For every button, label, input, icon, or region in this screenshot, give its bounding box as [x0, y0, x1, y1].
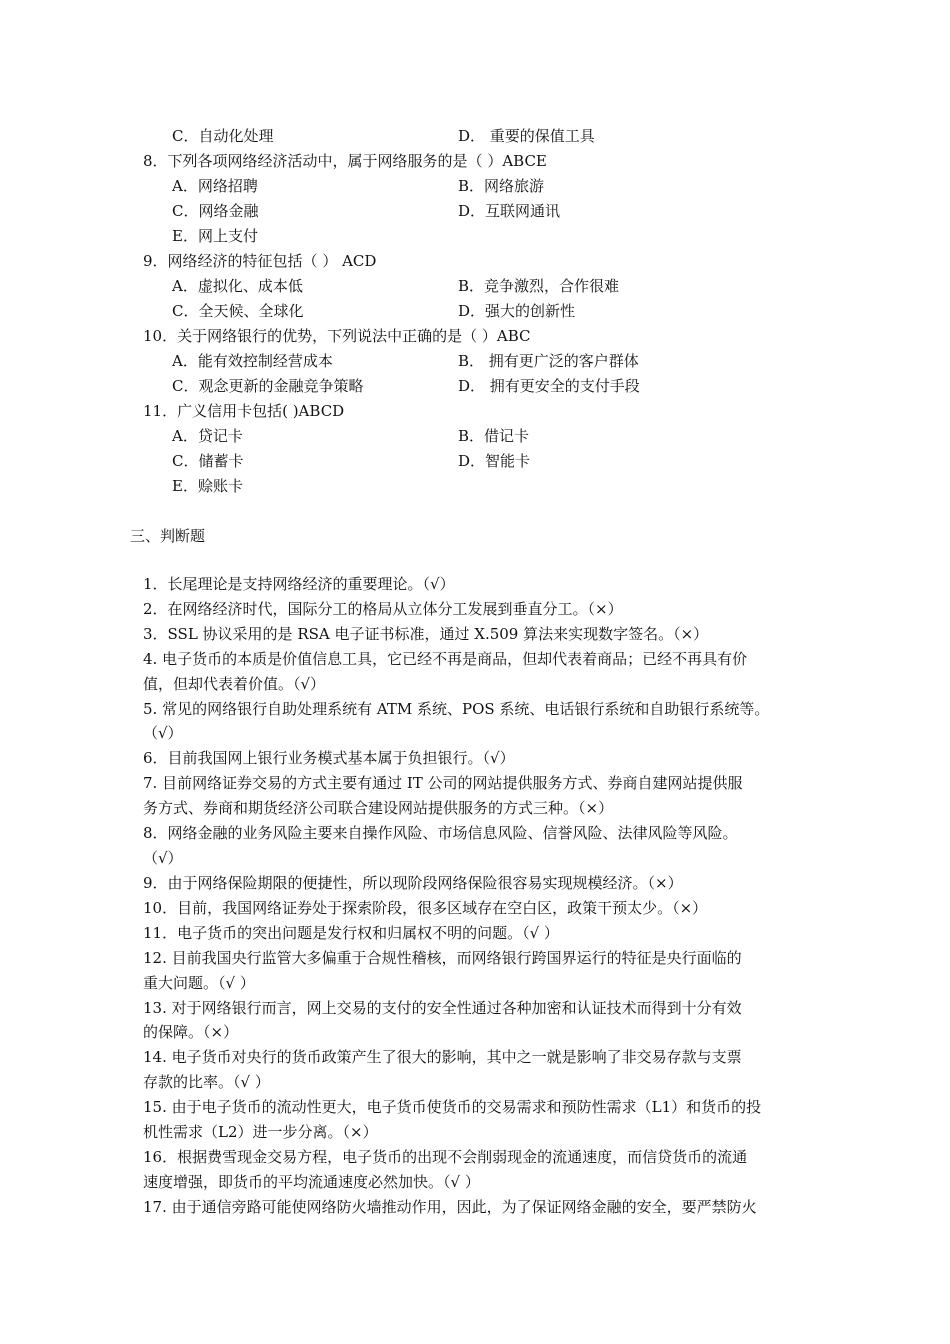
question-text: 9．网络经济的特征包括（ ） ACD [143, 252, 377, 270]
option-text: D．强大的创新性 [458, 302, 576, 320]
tf-line: （√） [143, 724, 183, 742]
tf-line: 存款的比率。（√ ） [143, 1073, 270, 1091]
tf-line: 的保障。（×） [143, 1023, 239, 1041]
tf-line: 1．长尾理论是支持网络经济的重要理论。（√） [143, 575, 455, 593]
tf-line: 机性需求（L2）进一步分离。（×） [143, 1123, 378, 1141]
tf-line: 12. 目前我国央行监管大多偏重于合规性稽核，而网络银行跨国界运行的特征是央行面临的 [143, 949, 742, 967]
option-text: A．网络招聘 [172, 177, 258, 195]
option-text: D． 重要的保值工具 [458, 127, 595, 145]
tf-line: 10．目前，我国网络证券处于探索阶段，很多区域存在空白区，政策干预太少。（×） [143, 899, 708, 917]
option-text: E．网上支付 [172, 227, 258, 245]
option-text: B．竞争激烈，合作很难 [458, 277, 620, 295]
tf-line: 17. 由于通信旁路可能使网络防火墙推动作用，因此，为了保证网络金融的安全，要严禁防火 [143, 1198, 757, 1216]
option-text: C．储蓄卡 [172, 452, 244, 470]
tf-line: 9．由于网络保险期限的便捷性，所以现阶段网络保险很容易实现规模经济。（×） [143, 874, 683, 892]
tf-line: 2．在网络经济时代，国际分工的格局从立体分工发展到垂直分工。（×） [143, 600, 623, 618]
question-text: 10．关于网络银行的优势，下列说法中正确的是（ ）ABC [143, 327, 531, 345]
option-text: C．全天候、全球化 [172, 302, 304, 320]
tf-line: 速度增强，即货币的平均流通速度必然加快。（√ ） [143, 1173, 480, 1191]
tf-line: 14. 电子货币对央行的货币政策产生了很大的影响，其中之一就是影响了非交易存款与支票 [143, 1048, 742, 1066]
option-text: B．网络旅游 [458, 177, 545, 195]
tf-line: 务方式、券商和期货经济公司联合建设网站提供服务的方式三种。（×） [143, 799, 614, 817]
option-text: A．贷记卡 [172, 427, 243, 445]
tf-line: 重大问题。（√ ） [143, 974, 255, 992]
section-title: 三、判断题 [130, 527, 206, 545]
option-text: D．智能卡 [458, 452, 531, 470]
tf-line: 7. 目前网络证券交易的方式主要有通过 IT 公司的网站提供服务方式、券商自建网站提供服 [143, 774, 743, 792]
tf-line: 15. 由于电子货币的流动性更大，电子货币使货币的交易需求和预防性需求（L1）和货币的投 [143, 1098, 762, 1116]
tf-line: （√） [143, 849, 183, 867]
tf-line: 6．目前我国网上银行业务模式基本属于负担银行。（√） [143, 749, 515, 767]
option-text: D． 拥有更安全的支付手段 [458, 377, 640, 395]
tf-line: 8．网络金融的业务风险主要来自操作风险、市场信息风险、信誉风险、法律风险等风险。 [143, 824, 738, 842]
option-text: B．借记卡 [458, 427, 530, 445]
option-text: A．虚拟化、成本低 [172, 277, 303, 295]
tf-line: 11．电子货币的突出问题是发行权和归属权不明的问题。（√ ） [143, 924, 559, 942]
option-text: D．互联网通讯 [458, 202, 561, 220]
tf-line: 值，但却代表着价值。（√） [143, 675, 326, 693]
tf-line: 13. 对于网络银行而言，网上交易的支付的安全性通过各种加密和认证技术而得到十分有效 [143, 999, 742, 1017]
tf-line: 4. 电子货币的本质是价值信息工具，它已经不再是商品，但却代表着商品；已经不再具有价 [143, 650, 748, 668]
tf-line: 3．SSL 协议采用的是 RSA 电子证书标准，通过 X.509 算法来实现数字签名。（×） [143, 625, 709, 643]
option-text: B． 拥有更广泛的客户群体 [458, 352, 639, 370]
tf-line: 5. 常见的网络银行自助处理系统有 ATM 系统、POS 系统、电话银行系统和自助银行系统等。 [143, 700, 770, 718]
option-text: C．观念更新的金融竞争策略 [172, 377, 364, 395]
question-text: 8．下列各项网络经济活动中，属于网络服务的是（ ）ABCE [143, 152, 547, 170]
option-text: A．能有效控制经营成本 [172, 352, 333, 370]
option-text: E．赊账卡 [172, 477, 243, 495]
option-text: C．网络金融 [172, 202, 259, 220]
tf-line: 16．根据费雪现金交易方程，电子货币的出现不会削弱现金的流通速度，而信贷货币的流通 [143, 1148, 748, 1166]
question-text: 11．广义信用卡包括( )ABCD [143, 402, 345, 420]
option-text: C．自动化处理 [172, 127, 274, 145]
